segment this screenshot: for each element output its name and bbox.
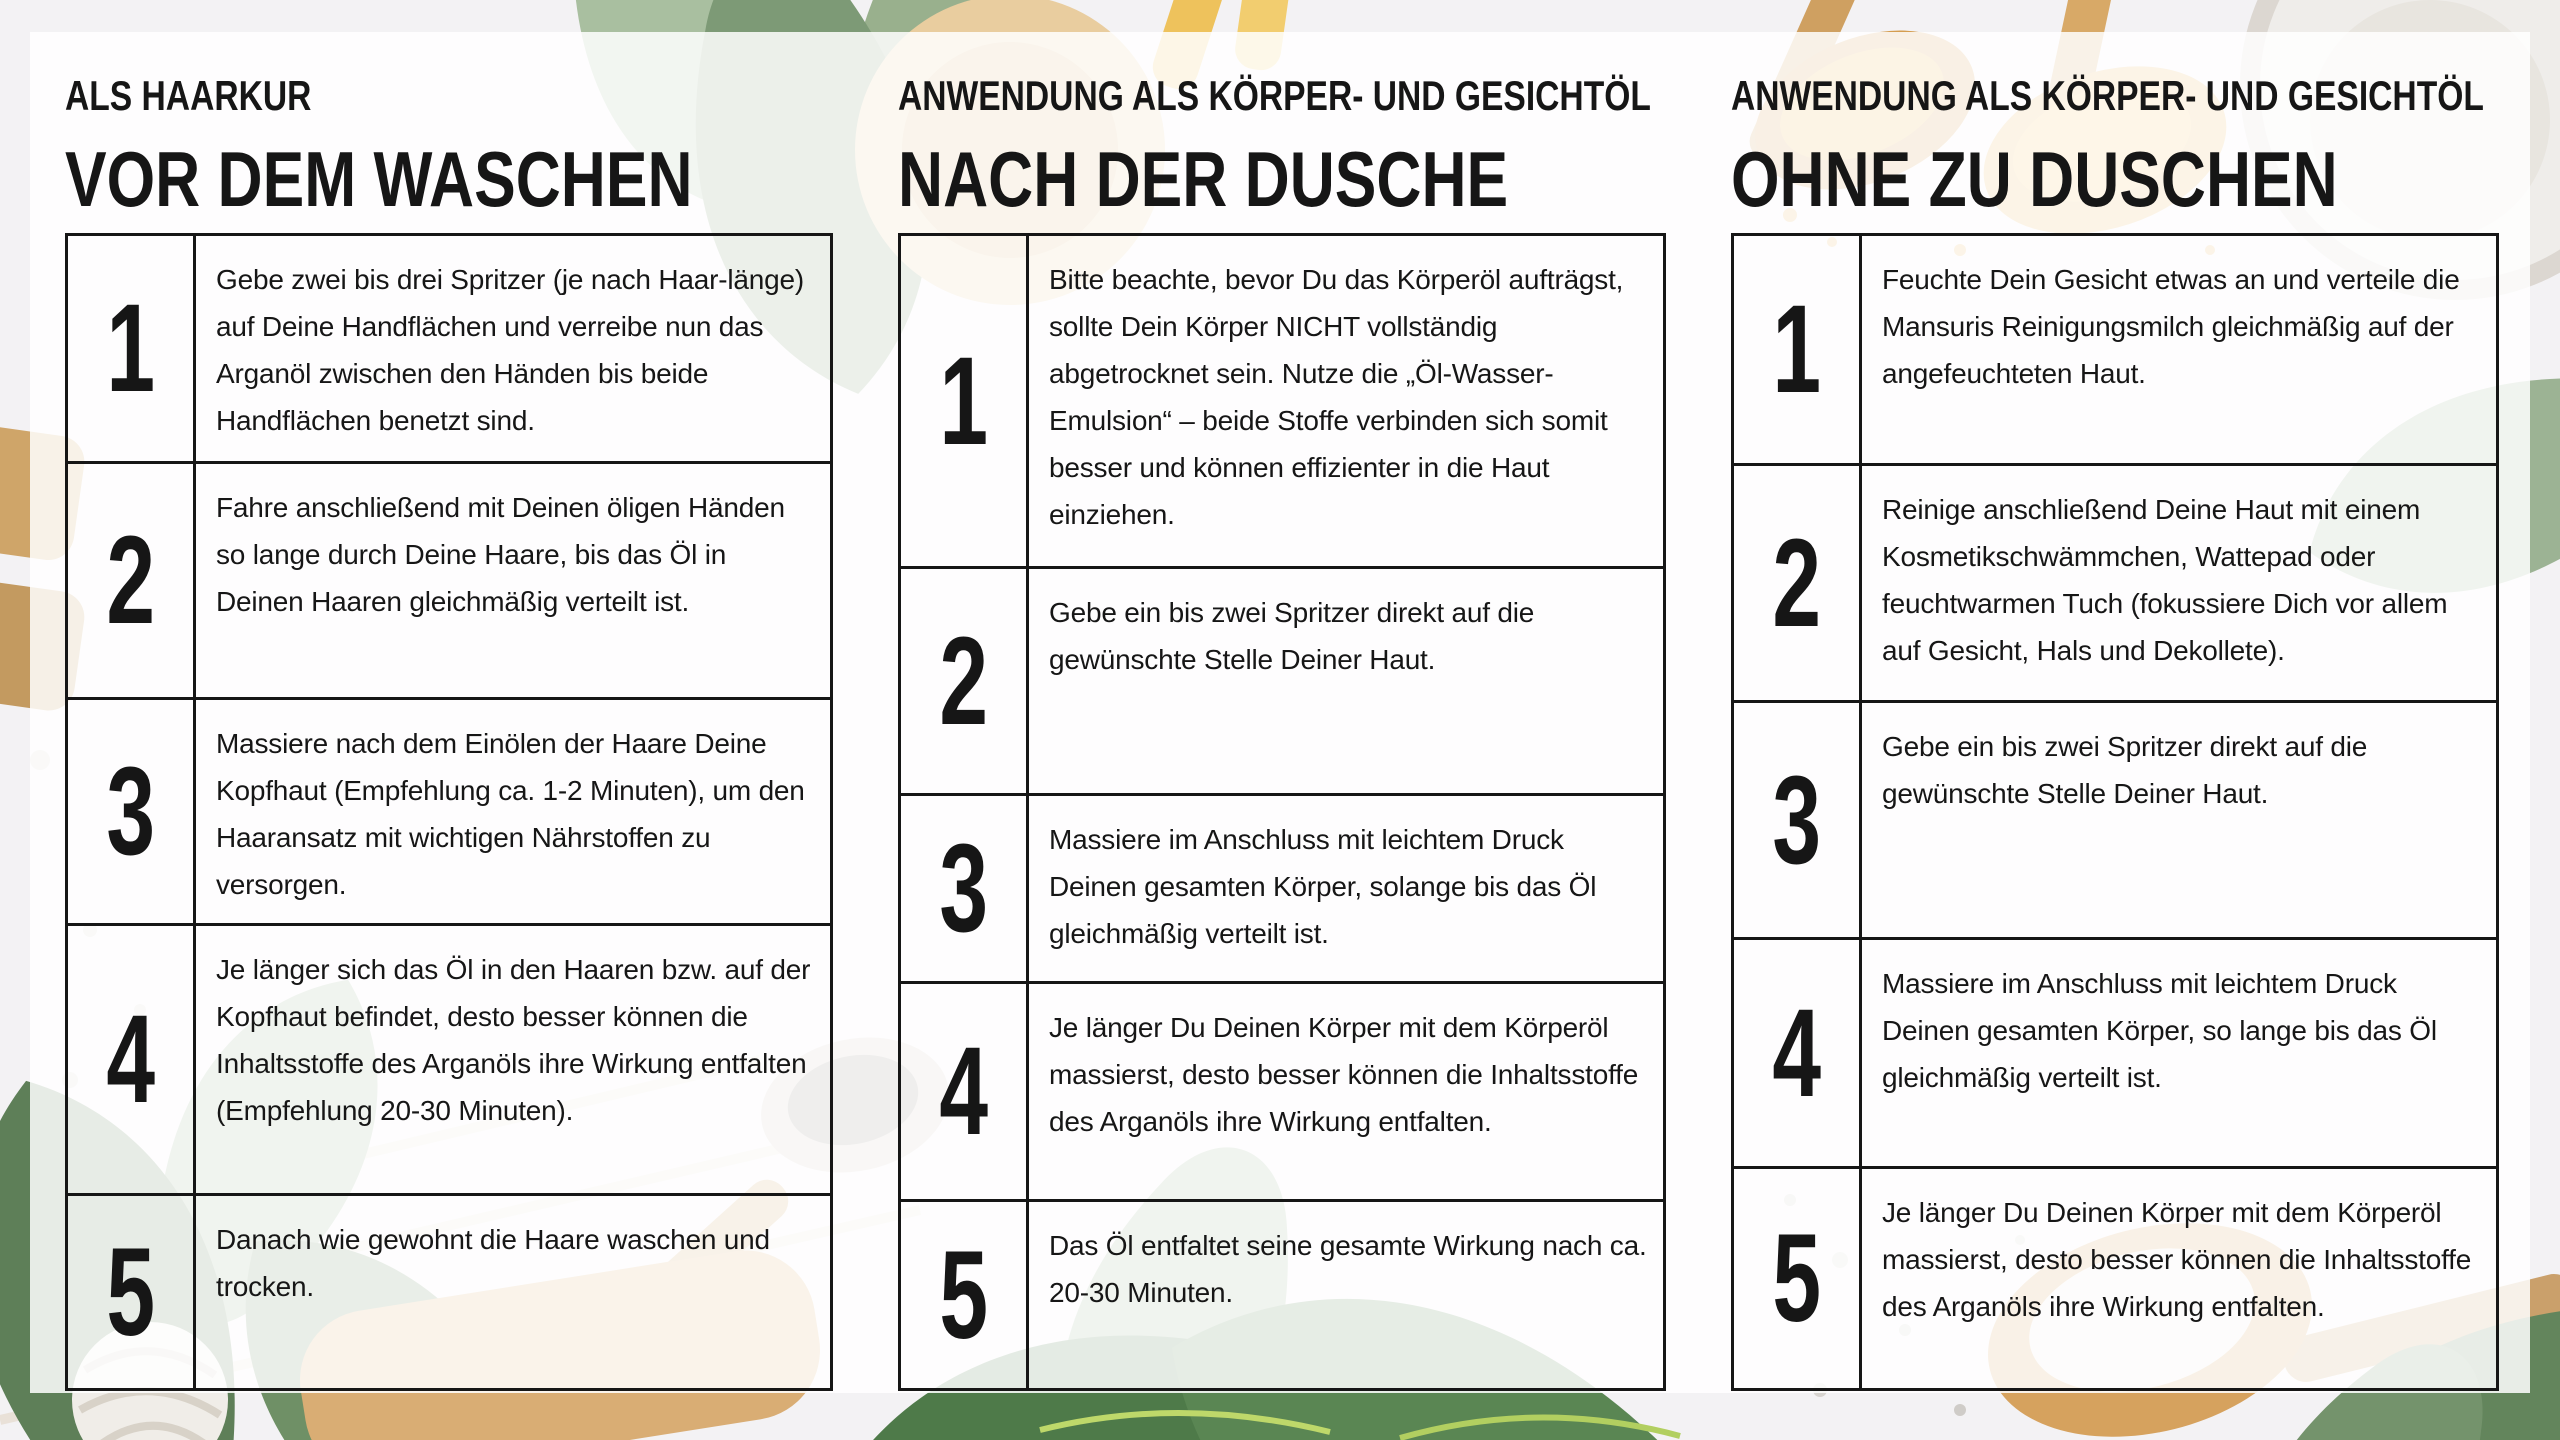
step-text: Massiere im Anschluss mit leichtem Druck Deinen gesamten Körper, so lange bis das Öl gleichmäßig verteilt ist.: [1882, 968, 2437, 1093]
steps-table: [898, 233, 1666, 1391]
step-text: Danach wie gewohnt die Haare waschen und trocken.: [216, 1224, 770, 1302]
step-text: Das Öl entfaltet seine gesamte Wirkung nach ca. 20-30 Minuten.: [1049, 1230, 1647, 1308]
step-row: [1734, 236, 2496, 463]
column-nach-der-dusche: [898, 0, 1666, 1440]
step-number: 4: [1772, 983, 1821, 1123]
step-row: [1734, 1166, 2496, 1388]
column-eyebrow: [898, 72, 1839, 120]
step-row: [1734, 937, 2496, 1166]
step-row: [1734, 463, 2496, 700]
step-number: 5: [1772, 1209, 1821, 1348]
column-title: [898, 134, 1661, 225]
eyebrow-text: ANWENDUNG ALS KÖRPER- UND GESICHTÖL: [1731, 72, 2484, 119]
step-row: [901, 981, 1663, 1199]
steps-table: [1731, 233, 2499, 1391]
step-text: Je länger sich das Öl in den Haaren bzw. auf der Kopfhaut befindet, desto besser können die Inhaltsstoffe des Arganöls ihre Wirkung entfalten (Empfehlung 20-30 Minuten).: [216, 954, 811, 1126]
step-number: 2: [106, 511, 155, 650]
step-row: [1734, 700, 2496, 937]
step-text: Fahre anschließend mit Deinen öligen Händen so lange durch Deine Haare, bis das Öl in Deinen Haaren gleichmäßig verteilt ist.: [216, 492, 785, 617]
step-text: Feuchte Dein Gesicht etwas an und verteile die Mansuris Reinigungsmilch gleichmäßig auf der angefeuchteten Haut.: [1882, 264, 2460, 389]
step-number-cell: [1734, 236, 1862, 463]
step-number: 5: [106, 1222, 155, 1362]
column-title: [1731, 134, 2489, 225]
step-number: 4: [106, 990, 155, 1129]
step-text: Bitte beachte, bevor Du das Körperöl aufträgst, sollte Dein Körper NICHT vollständig abgetrocknet sein. Nutze die „Öl-Wasser-Emulsion“ – beide Stoffe verbinden sich somit besser und können effizienter in die Haut einziehen.: [1049, 264, 1624, 530]
step-number: 1: [1772, 280, 1821, 419]
step-number: 1: [106, 279, 155, 418]
step-text: Je länger Du Deinen Körper mit dem Körperöl massierst, desto besser können die Inhaltsstoffe des Arganöls ihre Wirkung entfalten.: [1882, 1197, 2472, 1322]
step-row: [901, 236, 1663, 566]
step-number: 1: [939, 331, 988, 471]
steps-table: [65, 233, 833, 1391]
column-eyebrow: [1731, 72, 2560, 120]
step-number-cell: [68, 926, 196, 1193]
step-number-cell: [1734, 703, 1862, 937]
step-text: Massiere nach dem Einölen der Haare Deine Kopfhaut (Empfehlung ca. 1-2 Minuten), um den Haaransatz mit wichtigen Nährstoffen zu versorgen.: [216, 728, 805, 900]
step-row: [901, 1199, 1663, 1388]
title-text: NACH DER DUSCHE: [898, 135, 1509, 223]
step-number-cell: [68, 700, 196, 923]
step-number-cell: [901, 984, 1029, 1199]
step-text: Reinige anschließend Deine Haut mit einem Kosmetikschwämmchen, Wattepad oder feuchtwarmen Tuch (fokussiere Dich vor allem auf Gesicht, Hals und Dekollete).: [1882, 494, 2448, 666]
step-text: Gebe ein bis zwei Spritzer direkt auf die gewünschte Stelle Deiner Haut.: [1882, 731, 2368, 809]
eyebrow-text: ANWENDUNG ALS KÖRPER- UND GESICHTÖL: [898, 72, 1651, 119]
step-number-cell: [1734, 1169, 1862, 1388]
step-number: 4: [939, 1022, 988, 1161]
step-text: Massiere im Anschluss mit leichtem Druck Deinen gesamten Körper, solange bis das Öl gleichmäßig verteilt ist.: [1049, 824, 1597, 949]
step-row: [68, 923, 830, 1193]
step-number: 5: [939, 1225, 988, 1365]
step-number: 3: [106, 742, 155, 881]
title-text: VOR DEM WASCHEN: [65, 135, 693, 223]
step-row: [68, 697, 830, 923]
step-number-cell: [1734, 466, 1862, 700]
step-row: [68, 1193, 830, 1388]
step-number-cell: [901, 236, 1029, 566]
step-number-cell: [901, 569, 1029, 793]
column-ohne-zu-duschen: [1731, 0, 2499, 1440]
step-number: 3: [1772, 750, 1821, 890]
step-row: [901, 793, 1663, 981]
step-row: [901, 566, 1663, 793]
column-eyebrow: [65, 72, 373, 120]
step-number: 2: [1772, 513, 1821, 653]
column-title: [65, 134, 849, 225]
step-text: Gebe zwei bis drei Spritzer (je nach Haar-länge) auf Deine Handflächen und verreibe nun das Arganöl zwischen den Händen bis beide Handflächen benetzt sind.: [216, 264, 804, 436]
step-number: 2: [939, 611, 988, 751]
step-number-cell: [68, 464, 196, 697]
column-haarkur: [65, 0, 833, 1440]
step-number-cell: [68, 236, 196, 461]
step-row: [68, 236, 830, 461]
step-row: [68, 461, 830, 697]
step-number-cell: [1734, 940, 1862, 1166]
step-number: 3: [939, 819, 988, 958]
step-number-cell: [901, 796, 1029, 981]
step-number-cell: [68, 1196, 196, 1388]
eyebrow-text: ALS HAARKUR: [65, 72, 312, 119]
step-text: Gebe ein bis zwei Spritzer direkt auf die gewünschte Stelle Deiner Haut.: [1049, 597, 1535, 675]
title-text: OHNE ZU DUSCHEN: [1731, 135, 2338, 223]
step-text: Je länger Du Deinen Körper mit dem Körperöl massierst, desto besser können die Inhaltsstoffe des Arganöls ihre Wirkung entfalten.: [1049, 1012, 1639, 1137]
step-number-cell: [901, 1202, 1029, 1388]
